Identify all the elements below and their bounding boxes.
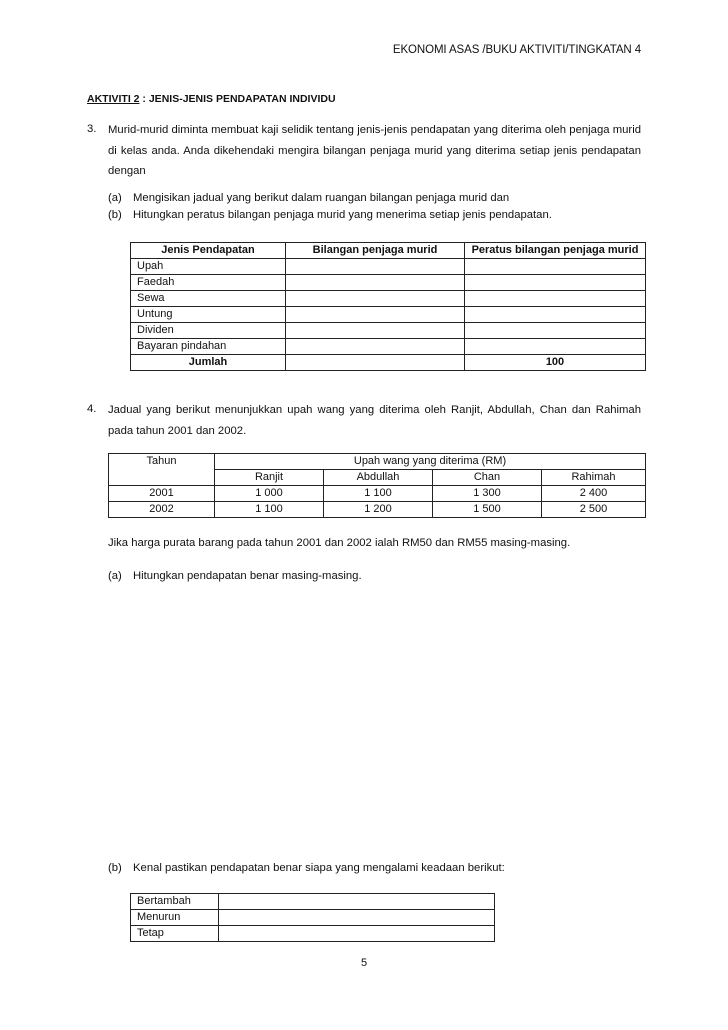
- year-header-cell: Tahun: [109, 454, 215, 486]
- count-cell[interactable]: [286, 307, 465, 323]
- table-row: [109, 502, 646, 518]
- question-4-part-a: [108, 568, 362, 585]
- question-3-part-b: [108, 207, 552, 224]
- wage-table: [108, 453, 646, 518]
- wage-cell: 1 100: [215, 502, 324, 518]
- question-3-part-a-label: (a): [108, 192, 122, 204]
- income-type-cell: Dividen: [131, 323, 286, 339]
- name-header-cell: Ranjit: [215, 470, 324, 486]
- year-cell: 2002: [109, 502, 215, 518]
- name-header-cell: Rahimah: [542, 470, 646, 486]
- question-4-number: 4.: [87, 403, 97, 415]
- question-4-text: Jadual yang berikut menunjukkan upah wang yang diterima oleh Ranjit, Abdullah, Chan dan Rahimah pada tahun 2001 dan 2002.: [108, 404, 641, 437]
- percent-cell[interactable]: [465, 291, 646, 307]
- table-row: [131, 259, 646, 275]
- activity-title-prefix: AKTIVITI 2: [87, 93, 140, 105]
- count-cell[interactable]: [286, 291, 465, 307]
- real-income-state-table: [130, 893, 495, 942]
- table-row: [131, 926, 495, 942]
- wage-cell: 2 400: [542, 486, 646, 502]
- answer-cell[interactable]: [219, 926, 495, 942]
- question-4-part-b-label: (b): [108, 862, 122, 874]
- wage-cell: 1 000: [215, 486, 324, 502]
- table-row: [131, 910, 495, 926]
- income-type-cell: Faedah: [131, 275, 286, 291]
- income-type-cell: Upah: [131, 259, 286, 275]
- state-label-cell: Bertambah: [131, 894, 219, 910]
- table-row: [109, 486, 646, 502]
- table-row: [131, 894, 495, 910]
- table-row: [131, 291, 646, 307]
- wage-table-header-row: [109, 454, 646, 470]
- state-label-cell: Menurun: [131, 910, 219, 926]
- question-3-part-a: [108, 190, 509, 207]
- question-3-text: Murid-murid diminta membuat kaji selidik tentang jenis-jenis pendapatan yang diterima oleh penjaga murid di kelas anda. Anda dikehendaki mengira bilangan penjaga murid yang diterima setiap jenis pendapatan dengan: [108, 124, 641, 177]
- question-3-part-a-text: Mengisikan jadual yang berikut dalam ruangan bilangan penjaga murid dan: [133, 192, 510, 204]
- table-row: [131, 275, 646, 291]
- state-label-cell: Tetap: [131, 926, 219, 942]
- price-statement: Jika harga purata barang pada tahun 2001 dan 2002 ialah RM50 dan RM55 masing-masing.: [108, 537, 571, 549]
- total-count-cell[interactable]: [286, 355, 465, 371]
- question-3-number: 3.: [87, 123, 97, 135]
- wage-cell: 2 500: [542, 502, 646, 518]
- income-type-cell: Sewa: [131, 291, 286, 307]
- wage-cell: 1 100: [324, 486, 433, 502]
- table-header-row: [131, 243, 646, 259]
- table-header-cell: Bilangan penjaga murid: [286, 243, 465, 259]
- name-header-cell: Chan: [433, 470, 542, 486]
- page-number: 5: [360, 957, 368, 969]
- question-3-part-b-text: Hitungkan peratus bilangan penjaga murid yang menerima setiap jenis pendapatan.: [133, 209, 552, 221]
- name-header-cell: Abdullah: [324, 470, 433, 486]
- table-row: [131, 323, 646, 339]
- question-4-part-b: [108, 860, 505, 877]
- table-row: [131, 339, 646, 355]
- percent-cell[interactable]: [465, 259, 646, 275]
- table-total-row: [131, 355, 646, 371]
- percent-cell[interactable]: [465, 323, 646, 339]
- table-header-cell: Peratus bilangan penjaga murid: [465, 243, 646, 259]
- activity-title: [87, 93, 336, 105]
- wage-cell: 1 500: [433, 502, 542, 518]
- activity-title-rest: : JENIS-JENIS PENDAPATAN INDIVIDU: [139, 93, 336, 105]
- answer-cell[interactable]: [219, 894, 495, 910]
- total-percent-cell: 100: [465, 355, 646, 371]
- page-header: EKONOMI ASAS /BUKU AKTIVITI/TINGKATAN 4: [392, 44, 641, 56]
- wage-cell: 1 300: [433, 486, 542, 502]
- income-types-table: [130, 242, 646, 371]
- year-cell: 2001: [109, 486, 215, 502]
- count-cell[interactable]: [286, 339, 465, 355]
- table-header-cell: Jenis Pendapatan: [131, 243, 286, 259]
- income-type-cell: Bayaran pindahan: [131, 339, 286, 355]
- wage-cell: 1 200: [324, 502, 433, 518]
- count-cell[interactable]: [286, 259, 465, 275]
- question-3-part-b-label: (b): [108, 209, 122, 221]
- percent-cell[interactable]: [465, 339, 646, 355]
- income-type-cell: Untung: [131, 307, 286, 323]
- wage-header-cell: Upah wang yang diterima (RM): [215, 454, 646, 470]
- total-label-cell: Jumlah: [131, 355, 286, 371]
- question-4-part-a-label: (a): [108, 570, 122, 582]
- percent-cell[interactable]: [465, 307, 646, 323]
- percent-cell[interactable]: [465, 275, 646, 291]
- question-4-part-b-text: Kenal pastikan pendapatan benar siapa yang mengalami keadaan berikut:: [133, 862, 505, 874]
- table-row: [131, 307, 646, 323]
- answer-cell[interactable]: [219, 910, 495, 926]
- count-cell[interactable]: [286, 323, 465, 339]
- count-cell[interactable]: [286, 275, 465, 291]
- question-4-part-a-text: Hitungkan pendapatan benar masing-masing.: [133, 570, 362, 582]
